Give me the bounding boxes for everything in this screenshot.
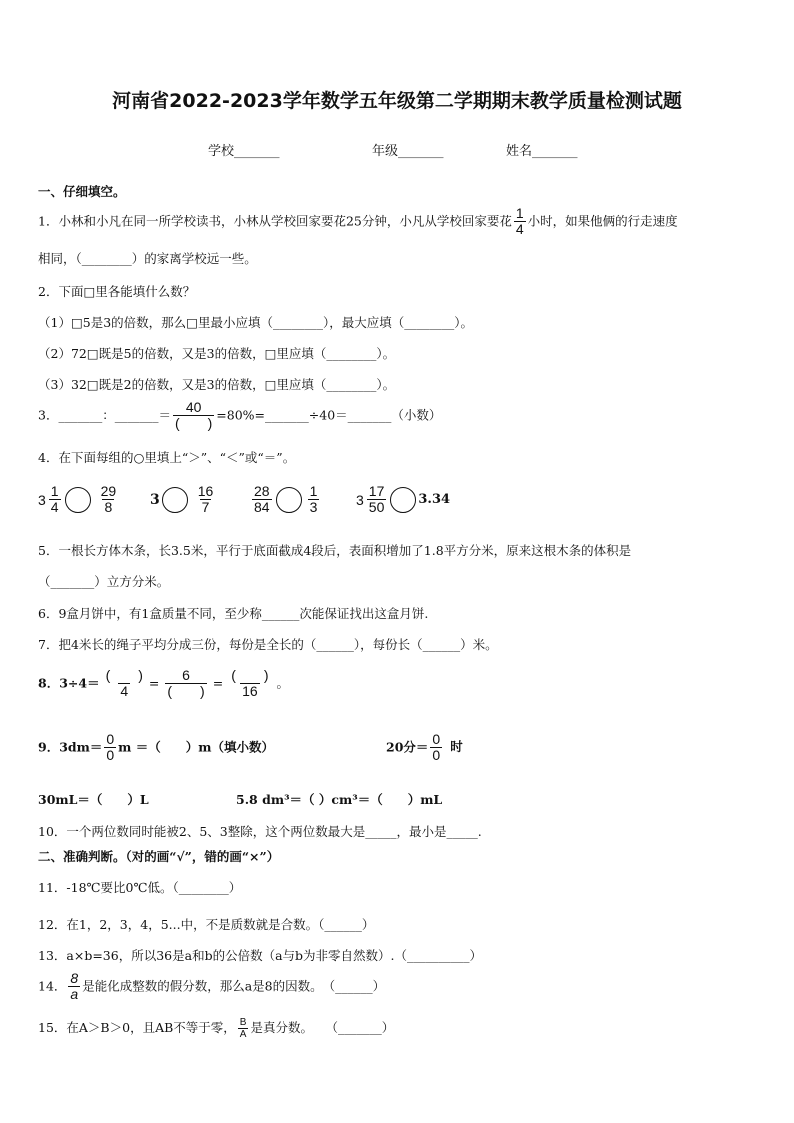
question-8: 8．3÷4＝ $\frac{( )}{4}$ = $\frac{6}{( )}$ = $\frac{( )}{16}$ 。	[38, 667, 290, 700]
fraction: $\frac{40}{( )}$	[174, 399, 213, 432]
question-5: 5．一根长方体木条，长3.5米，平行于底面截成4段后，表面积增加了1.8平方分米，原来这根木条的体积是	[38, 543, 632, 558]
compare-group-4: 3 $\frac{17}{50}$ 3.34	[356, 483, 451, 516]
question-1: 1．小林和小凡在同一所学校读书，小林从学校回家要花25分钟，小凡从学校回家要花 $\frac{1}{4}$ 小时，如果他俩的行走速度	[38, 205, 678, 238]
name-field: 姓名_______	[506, 144, 578, 159]
compare-group-3: $\frac{28}{84}$ $\frac{1}{3}$	[254, 483, 318, 516]
question-2: 2．下面□里各能填什么数？	[38, 284, 196, 299]
question-9-volume-2: 5.8 dm³＝（ ）cm³＝（ ）mL	[236, 792, 443, 807]
compare-group-2: 3 $\frac{16}{7}$	[150, 483, 214, 516]
fraction: $\frac{1}{4}$	[515, 205, 524, 238]
page-title: 河南省2022-2023学年数学五年级第二学期期末教学质量检测试题	[112, 90, 682, 112]
question-5-cont: （_______）立方分米。	[38, 574, 170, 589]
compare-group-1: 3 $\frac{1}{4}$ $\frac{29}{8}$	[38, 483, 117, 516]
question-2-1: （1）□5是3的倍数，那么□里最小应填（________），最大应填（________）。	[38, 315, 473, 330]
question-12: 12．在1，2，3，4，5...中，不是质数就是合数。（______）	[38, 917, 375, 932]
question-11: 11．-18℃要比0℃低。（________）	[38, 880, 242, 895]
question-15: 15．在A＞B＞0，且AB不等于零， $\frac{B}{A}$ 是真分数。 （_______）	[38, 1017, 395, 1040]
question-9-time: 20分＝ $\frac{0}{0}$ 时	[386, 731, 463, 764]
question-3: 3．_______：_______＝ $\frac{40}{( )}$ =80%=_______÷40＝_______（小数）	[38, 399, 442, 432]
compare-circle[interactable]	[276, 487, 302, 513]
grade-field: 年级_______	[372, 144, 444, 159]
section-2-heading: 二、准确判断。（对的画“√”，错的画“×”）	[38, 849, 280, 864]
question-10: 10．一个两位数同时能被2、5、3整除，这个两位数最大是_____，最小是_____.	[38, 824, 482, 839]
question-9: 9．3dm＝ $\frac{0}{0}$ m ＝（ ）m（填小数）	[38, 731, 274, 764]
question-2-3: （3）32□既是2的倍数，又是3的倍数，□里应填（________）。	[38, 377, 396, 392]
question-9-volume-1: 30mL＝（ ）L	[38, 792, 149, 807]
question-4: 4．在下面每组的○里填上“＞”、“＜”或“＝”。	[38, 450, 296, 465]
school-field: 学校_______	[208, 144, 280, 159]
compare-circle[interactable]	[162, 487, 188, 513]
compare-circle[interactable]	[65, 487, 91, 513]
question-2-2: （2）72□既是5的倍数，又是3的倍数，□里应填（________）。	[38, 346, 396, 361]
question-6: 6．9盒月饼中，有1盒质量不同，至少称______次能保证找出这盒月饼.	[38, 606, 429, 621]
compare-circle[interactable]	[390, 487, 416, 513]
section-1-heading: 一、仔细填空。	[38, 184, 126, 199]
question-1-cont: 相同，（________）的家离学校远一些。	[38, 251, 257, 266]
question-7: 7．把4米长的绳子平均分成三份，每份是全长的（______），每份长（______）米。	[38, 637, 498, 652]
question-14: 14． $\frac{8}{a}$ 是能化成整数的假分数，那么a是8的因数。 （______）	[38, 970, 386, 1003]
question-13: 13．a×b=36，所以36是a和b的公倍数（a与b为非零自然数）.（__________）	[38, 948, 483, 963]
